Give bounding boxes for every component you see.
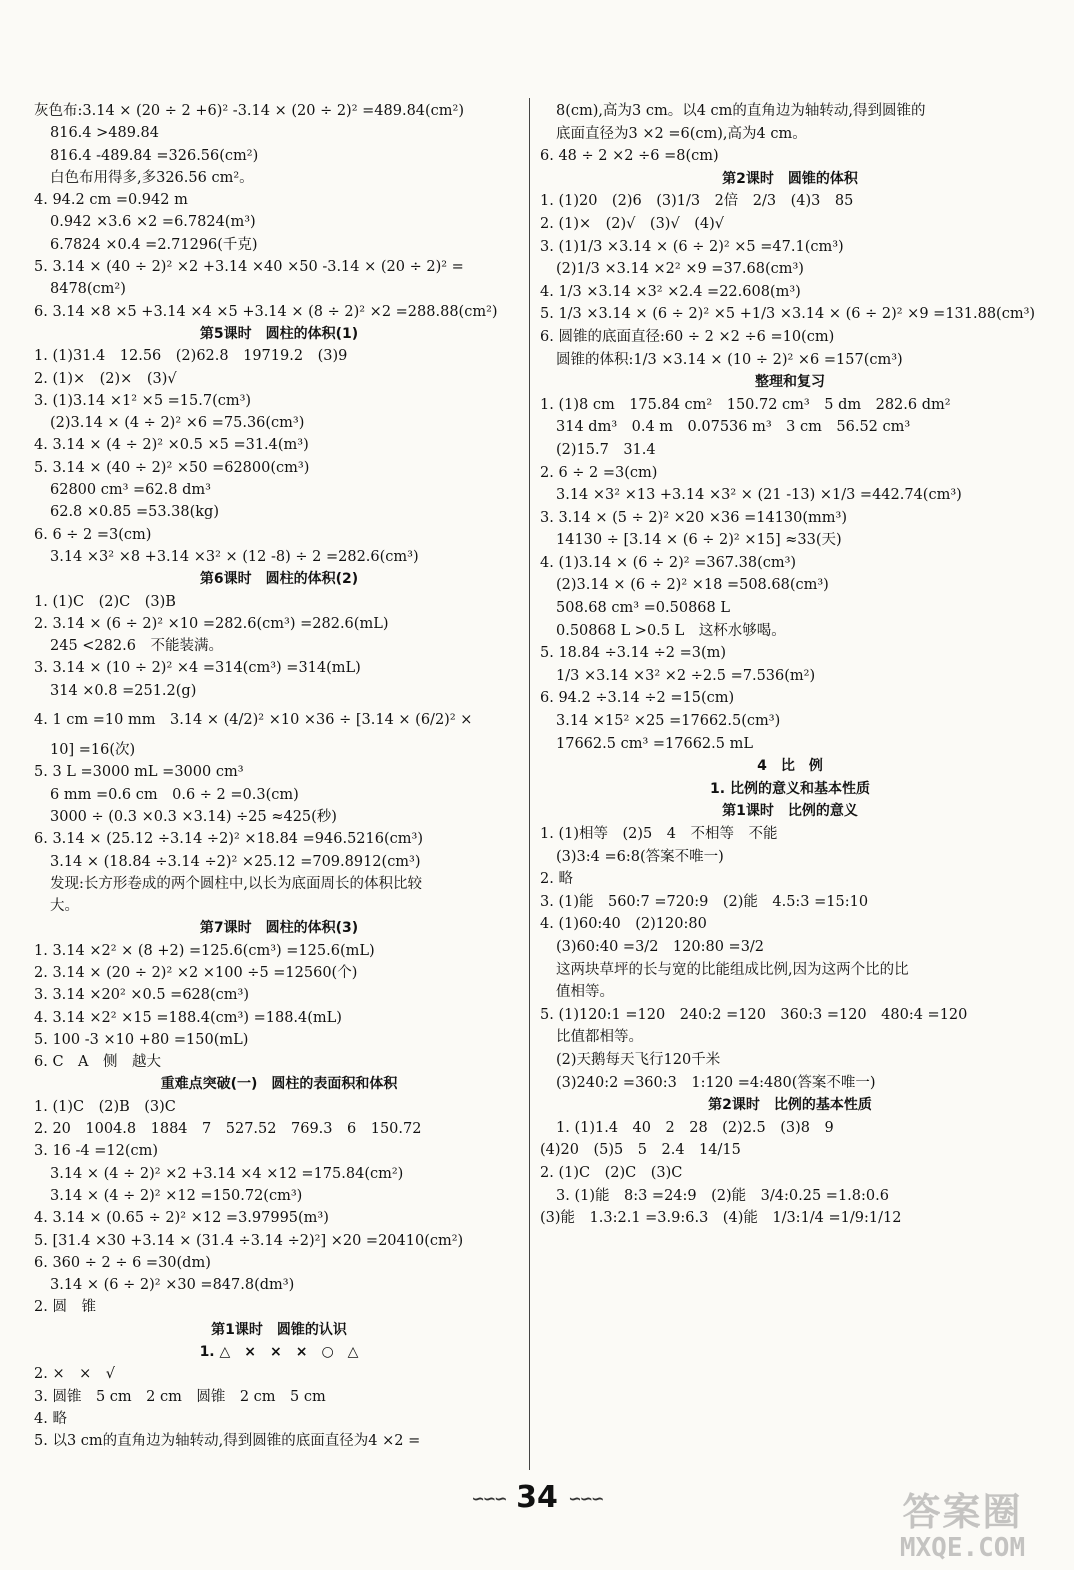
- answer-line: 3. (1)能 560:7 =720:9 (2)能 4.5:3 =15:10: [540, 893, 869, 910]
- answer-line: 6. 48 ÷ 2 ×2 ÷6 =8(cm): [540, 148, 719, 165]
- answer-line: 4. 3.14 × (4 ÷ 2)² ×0.5 ×5 =31.4(m³): [34, 437, 309, 454]
- answer-line: 4. 94.2 cm =0.942 m: [34, 192, 188, 209]
- answer-line: 3. (1)能 8:3 =24:9 (2)能 3/4:0.25 =1.8:0.6: [556, 1187, 889, 1204]
- answer-line: 5. 18.84 ÷3.14 ÷2 =3(m): [540, 645, 727, 662]
- answer-line: 1. (1)31.4 12.56 (2)62.8 19719.2 (3)9: [34, 348, 348, 365]
- answer-line: 4. (1)3.14 × (6 ÷ 2)² =367.38(cm³): [540, 554, 797, 571]
- answer-line: 6. 圆锥的底面直径:60 ÷ 2 ×2 ÷6 =10(cm): [540, 328, 835, 345]
- section-heading: 第1课时 圆锥的认识: [211, 1321, 347, 1338]
- section-heading: 4 比 例: [757, 758, 823, 775]
- answer-line: 值相等。: [556, 984, 614, 1001]
- answer-line: 6. 94.2 ÷3.14 ÷2 =15(cm): [540, 690, 735, 707]
- answer-line: (2)1/3 ×3.14 ×2² ×9 =37.68(cm³): [556, 261, 804, 278]
- section-heading: 第2课时 圆锥的体积: [722, 170, 858, 187]
- answer-line: 3000 ÷ (0.3 ×0.3 ×3.14) ÷25 ≈425(秒): [50, 808, 337, 825]
- answer-line: 508.68 cm³ =0.50868 L: [556, 600, 730, 617]
- answer-line: 62800 cm³ =62.8 dm³: [50, 482, 211, 499]
- answer-line: (2)15.7 31.4: [556, 441, 656, 458]
- answer-line: 816.4 -489.84 =326.56(cm²): [50, 147, 259, 164]
- answer-line: (3)3:4 =6:8(答案不唯一): [556, 848, 724, 865]
- right-column: [540, 100, 1040, 1230]
- answer-line: 比值都相等。: [556, 1029, 643, 1046]
- answer-line: 4. 3.14 ×2² ×15 =188.4(cm³) =188.4(mL): [34, 1009, 342, 1026]
- answer-line: 这两块草坪的长与宽的比能组成比例,因为这两个比的比: [556, 961, 909, 978]
- answer-line: 5. [31.4 ×30 +3.14 × (31.4 ÷3.14 ÷2)²] ×20 =20410(cm²): [34, 1232, 464, 1249]
- section-heading: 1. △ × × × ○ △: [199, 1344, 359, 1361]
- answer-line: (3)能 1.3:2.1 =3.9:6.3 (4)能 1/3:1/4 =1/9:1/12: [540, 1210, 902, 1227]
- answer-line: (2)3.14 × (4 ÷ 2)² ×6 =75.36(cm³): [50, 415, 305, 432]
- answer-line: 底面直径为3 ×2 =6(cm),高为4 cm。: [556, 125, 807, 142]
- answer-line: (4)20 (5)5 5 2.4 14/15: [540, 1142, 741, 1159]
- answer-line: 1. (1)1.4 40 2 28 (2)2.5 (3)8 9: [556, 1119, 834, 1136]
- answer-line: 6. 6 ÷ 2 =3(cm): [34, 526, 152, 543]
- answer-line: 3. (1)3.14 ×1² ×5 =15.7(cm³): [34, 392, 252, 409]
- answer-line: 1. (1)20 (2)6 (3)1/3 2倍 2/3 (4)3 85: [540, 193, 854, 210]
- watermark-url: MXQE.COM: [899, 1533, 1026, 1563]
- answer-line: 3. 3.14 × (10 ÷ 2)² ×4 =314(cm³) =314(mL): [34, 660, 361, 677]
- answer-line: (2)3.14 × (6 ÷ 2)² ×18 =508.68(cm³): [556, 577, 829, 594]
- answer-line: 4. (1)60:40 (2)120:80: [540, 916, 707, 933]
- answer-line: 3.14 ×15² ×25 =17662.5(cm³): [556, 713, 781, 730]
- answer-line: 245 <282.6 不能装满。: [50, 638, 223, 655]
- watermark-logo: [875, 1490, 1050, 1566]
- answer-line: 发现:长方形卷成的两个圆柱中,以长为底面周长的体积比较: [50, 875, 422, 892]
- wave-ornament-icon: ∽∽∽: [471, 1489, 506, 1508]
- answer-line: 5. 3.14 × (40 ÷ 2)² ×50 =62800(cm³): [34, 459, 310, 476]
- answer-line: 2. 圆 锥: [34, 1299, 96, 1316]
- answer-line: 1. (1)C (2)C (3)B: [34, 593, 176, 610]
- answer-line: 4. 1/3 ×3.14 ×3² ×2.4 =22.608(m³): [540, 283, 801, 300]
- answer-line: 1. 3.14 ×2² × (8 +2) =125.6(cm³) =125.6(mL): [34, 942, 375, 959]
- answer-line: 17662.5 cm³ =17662.5 mL: [556, 735, 753, 752]
- answer-line: 5. 100 -3 ×10 +80 =150(mL): [34, 1031, 249, 1048]
- answer-line: 6.7824 ×0.4 =2.71296(千克): [50, 236, 258, 253]
- answer-line: 白色布用得多,多326.56 cm²。: [50, 169, 254, 186]
- section-heading: 第1课时 比例的意义: [722, 803, 858, 820]
- answer-line: 3.14 × (18.84 ÷3.14 ÷2)² ×25.12 =709.8912(cm³): [50, 853, 421, 870]
- answer-line: 5. 1/3 ×3.14 × (6 ÷ 2)² ×5 +1/3 ×3.14 × (6 ÷ 2)² ×9 =131.88(cm³): [540, 306, 1036, 323]
- answer-line: 4. 1 cm =10 mm 3.14 × (4/2)² ×10 ×36 ÷ [3.14 × (6/2)² ×: [34, 712, 473, 729]
- answer-line: 1. (1)8 cm 175.84 cm² 150.72 cm³ 5 dm 282.6 dm²: [540, 396, 951, 413]
- answer-line: (3)60:40 =3/2 120:80 =3/2: [556, 938, 765, 955]
- answer-line: 6. 360 ÷ 2 ÷ 6 =30(dm): [34, 1254, 211, 1271]
- section-heading: 第2课时 比例的基本性质: [708, 1097, 872, 1114]
- answer-line: 5. 以3 cm的直角边为轴转动,得到圆锥的底面直径为4 ×2 =: [34, 1433, 421, 1450]
- answer-line: 3.14 ×3² ×13 +3.14 ×3² × (21 -13) ×1/3 =442.74(cm³): [556, 487, 962, 504]
- answer-line: (3)240:2 =360:3 1:120 =4:480(答案不唯一): [556, 1074, 876, 1091]
- answer-line: 3. 16 -4 =12(cm): [34, 1143, 159, 1160]
- answer-line: 6. 3.14 × (25.12 ÷3.14 ÷2)² ×18.84 =946.5216(cm³): [34, 831, 423, 848]
- watermark-glyphs: 答案圈: [902, 1490, 1023, 1534]
- answer-line: 1/3 ×3.14 ×3² ×2 ÷2.5 =7.536(m²): [556, 667, 816, 684]
- answer-line: 大。: [50, 898, 79, 915]
- answer-line: 0.942 ×3.6 ×2 =6.7824(m³): [50, 214, 256, 231]
- answer-line: 1. (1)C (2)B (3)C: [34, 1098, 176, 1115]
- answer-line: 圆锥的体积:1/3 ×3.14 × (10 ÷ 2)² ×6 =157(cm³): [556, 351, 903, 368]
- answer-line: 4. 3.14 × (0.65 ÷ 2)² ×12 =3.97995(m³): [34, 1210, 329, 1227]
- answer-line: 2. 6 ÷ 2 =3(cm): [540, 464, 658, 481]
- section-heading: 整理和复习: [755, 374, 825, 391]
- column-divider: [529, 98, 530, 1470]
- answer-line: 2. (1)× (2)× (3)√: [34, 370, 177, 387]
- section-heading: 重难点突破(一) 圆柱的表面积和体积: [160, 1076, 398, 1093]
- answer-line: 62.8 ×0.85 =53.38(kg): [50, 504, 219, 521]
- answer-line: 6. C A 侧 越大: [34, 1054, 162, 1071]
- page-number-value: 34: [516, 1480, 558, 1515]
- section-heading: 1. 比例的意义和基本性质: [710, 780, 870, 797]
- answer-line: 3.14 × (4 ÷ 2)² ×12 =150.72(cm³): [50, 1187, 303, 1204]
- answer-line: 2. (1)C (2)C (3)C: [540, 1164, 683, 1181]
- answer-line: 6 mm =0.6 cm 0.6 ÷ 2 =0.3(cm): [50, 786, 299, 803]
- answer-line: 3. 3.14 × (5 ÷ 2)² ×20 ×36 =14130(mm³): [540, 509, 847, 526]
- answer-line: 灰色布:3.14 × (20 ÷ 2 +6)² -3.14 × (20 ÷ 2)² =489.84(cm²): [34, 103, 465, 119]
- answer-line: 3. 3.14 ×20² ×0.5 =628(cm³): [34, 987, 250, 1004]
- answer-line: 8478(cm²): [50, 281, 126, 298]
- answer-line: 314 dm³ 0.4 m 0.07536 m³ 3 cm 56.52 cm³: [556, 419, 911, 436]
- answer-line: (2)天鹅每天飞行120千米: [556, 1051, 721, 1068]
- left-column: [34, 100, 524, 1453]
- answer-line: 2. × × √: [34, 1366, 115, 1383]
- answer-line: 1. (1)相等 (2)5 4 不相等 不能: [540, 826, 778, 842]
- answer-line: 2. 20 1004.8 1884 7 527.52 769.3 6 150.72: [34, 1121, 422, 1138]
- answer-line: 14130 ÷ [3.14 × (6 ÷ 2)² ×15] ≈33(天): [556, 532, 842, 549]
- answer-line: 2. 3.14 × (6 ÷ 2)² ×10 =282.6(cm³) =282.6(mL): [34, 615, 389, 632]
- answer-line: 5. (1)120:1 =120 240:2 =120 360:3 =120 480:4 =120: [540, 1006, 968, 1023]
- section-heading: 第6课时 圆柱的体积(2): [199, 571, 359, 588]
- answer-line: 3.14 × (6 ÷ 2)² ×30 =847.8(dm³): [50, 1277, 295, 1294]
- answer-line: 2. 3.14 × (20 ÷ 2)² ×2 ×100 ÷5 =12560(个): [34, 964, 358, 981]
- section-heading: 第7课时 圆柱的体积(3): [199, 920, 359, 937]
- answer-line: 3.14 × (4 ÷ 2)² ×2 +3.14 ×4 ×12 =175.84(cm²): [50, 1165, 404, 1182]
- answer-line: 314 ×0.8 =251.2(g): [50, 682, 197, 699]
- answer-line: 10] =16(次): [50, 742, 136, 759]
- answer-line: 8(cm),高为3 cm。以4 cm的直角边为轴转动,得到圆锥的: [556, 103, 926, 119]
- answer-line: 816.4 >489.84: [50, 125, 160, 142]
- answer-line: 2. 略: [540, 871, 573, 888]
- answer-line: 3. (1)1/3 ×3.14 × (6 ÷ 2)² ×5 =47.1(cm³): [540, 238, 844, 255]
- answer-line: 0.50868 L >0.5 L 这杯水够喝。: [556, 622, 786, 639]
- answer-line: 6. 3.14 ×8 ×5 +3.14 ×4 ×5 +3.14 × (8 ÷ 2)² ×2 =288.88(cm²): [34, 303, 498, 320]
- answer-line: 4. 略: [34, 1410, 67, 1427]
- answer-line: 2. (1)× (2)√ (3)√ (4)√: [540, 215, 724, 232]
- answer-line: 5. 3 L =3000 mL =3000 cm³: [34, 764, 244, 781]
- answer-line: 5. 3.14 × (40 ÷ 2)² ×2 +3.14 ×40 ×50 -3.14 × (20 ÷ 2)² =: [34, 259, 464, 276]
- answer-line: 3. 圆锥 5 cm 2 cm 圆锥 2 cm 5 cm: [34, 1388, 326, 1405]
- wave-ornament-icon: ∽∽∽: [568, 1489, 603, 1508]
- answer-line: 3.14 ×3² ×8 +3.14 ×3² × (12 -8) ÷ 2 =282.6(cm³): [50, 548, 419, 565]
- section-heading: 第5课时 圆柱的体积(1): [199, 325, 359, 342]
